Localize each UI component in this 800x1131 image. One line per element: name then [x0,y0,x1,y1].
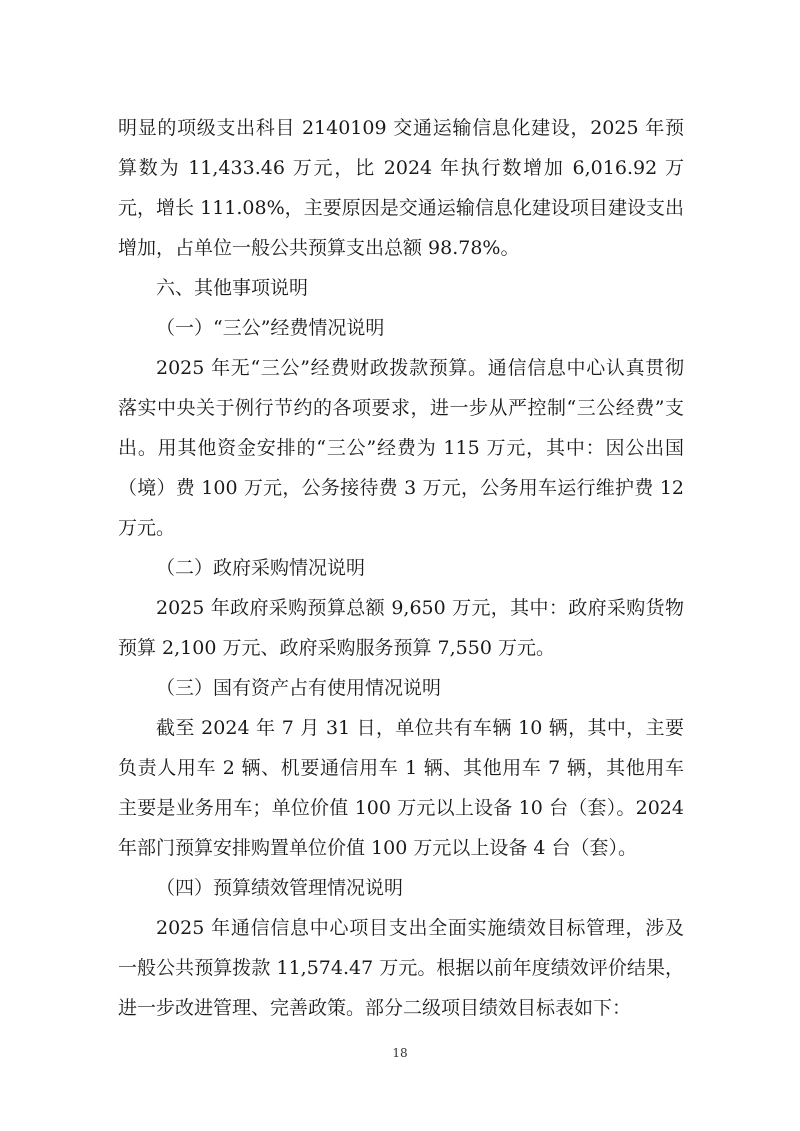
section-six-heading: 六、其他事项说明 [156,277,309,299]
government-procurement-paragraph: 2025 年政府采购预算总额 9,650 万元，其中：政府采购货物预算 2,100 万元、政府采购服务预算 7,550 万元。 [118,597,684,659]
performance-management-paragraph: 2025 年通信信息中心项目支出全面实施绩效目标管理，涉及一般公共预算拨款 11,574.47 万元。根据以前年度绩效评价结果，进一步改进管理、完善政策。部分二级项目绩效目标表如下： [118,917,684,1019]
state-assets-paragraph: 截至 2024 年 7 月 31 日，单位共有车辆 10 辆，其中，主要负责人用车 2 辆、机要通信用车 1 辆、其他用车 7 辆，其他用车主要是业务用车；单位价值 100 万元以上设备 10 台（套）。2024 年部门预算安排购置单位价值 100 万元以上设备 4 台（套）。 [118,717,684,859]
page-number: 18 [392,1046,408,1060]
government-procurement-heading: （二）政府采购情况说明 [156,557,366,579]
performance-management-heading: （四）预算绩效管理情况说明 [156,877,404,899]
intro-paragraph: 明显的项级支出科目 2140109 交通运输信息化建设，2025 年预算数为 11,433.46 万元，比 2024 年执行数增加 6,016.92 万元，增长 111.08%，主要原因是交通运输信息化建设项目建设支出增加，占单位一般公共预算支出总额 98.78%。 [118,117,684,259]
three-public-expenses-paragraph: 2025 年无“三公”经费财政拨款预算。通信信息中心认真贯彻落实中央关于例行节约的各项要求，进一步从严控制“三公经费”支出。用其他资金安排的“三公”经费为 115 万元，其中：因公出国（境）费 100 万元，公务接待费 3 万元，公务用车运行维护费 12 万元。 [118,357,684,539]
state-assets-heading: （三）国有资产占有使用情况说明 [156,677,442,699]
three-public-expenses-heading: （一）“三公”经费情况说明 [156,317,385,339]
document-body [118,108,684,1028]
